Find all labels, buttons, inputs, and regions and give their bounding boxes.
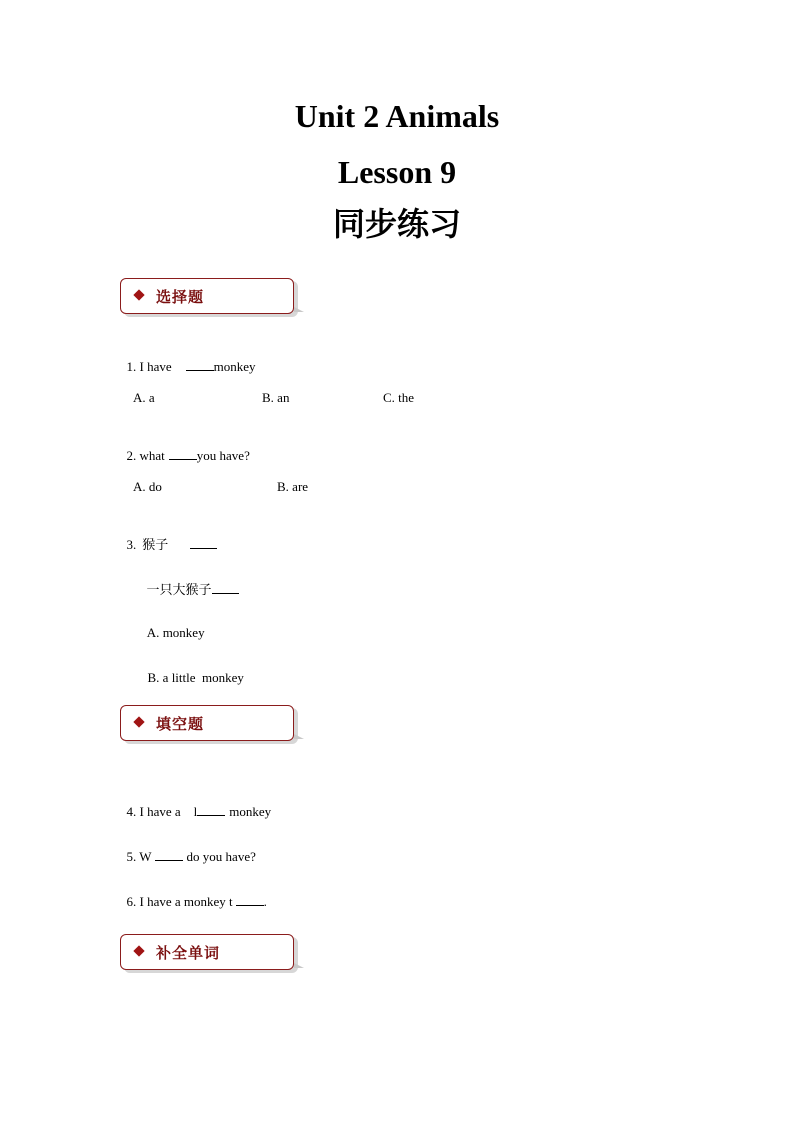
q3-chinese-word: 猴子	[142, 538, 169, 553]
q1-blank	[186, 359, 214, 371]
q3-option-b-text: a little monkey	[162, 670, 244, 685]
section-box	[120, 278, 294, 314]
q1-option-c: C. the	[383, 390, 415, 405]
q2-blank	[169, 448, 197, 460]
q2-text: 2. what	[126, 448, 165, 463]
page-subtitle: 同步练习	[332, 205, 461, 243]
section-header-fill	[120, 705, 306, 745]
question-3	[120, 524, 217, 552]
q1-option-a: A. a	[133, 390, 155, 405]
q3-line-2	[140, 569, 239, 597]
q2-option-a: A. do	[133, 479, 162, 494]
q3-blank-1	[190, 537, 217, 549]
q6-blank	[236, 894, 264, 906]
q3-number: 3.	[126, 537, 137, 552]
q5-text-post: do you have?	[186, 849, 256, 864]
q6-text: 6. I have a monkey t	[126, 894, 233, 909]
q3-option-a-text: monkey	[162, 625, 205, 640]
q2-option-b: B. are	[277, 479, 309, 494]
q4-letter: l	[193, 804, 198, 819]
q5-text: 5. W	[126, 849, 152, 864]
q3-option-b	[141, 658, 244, 684]
q3-blank-2	[212, 582, 239, 594]
section-header-choice	[120, 278, 306, 318]
section-label: 选择题	[156, 288, 205, 306]
section-tail-decoration	[294, 734, 304, 739]
section-header-complete	[120, 934, 306, 974]
q1-text: 1. I have	[126, 359, 172, 374]
q4-text-post: monkey	[229, 804, 272, 819]
page-title: Unit 2 Animals	[294, 98, 500, 134]
lesson-title: Lesson 9	[337, 154, 457, 190]
section-label: 填空题	[156, 715, 205, 733]
section-box	[120, 705, 294, 741]
question-4	[120, 791, 271, 818]
section-label: 补全单词	[156, 944, 221, 962]
q4-blank	[197, 804, 225, 816]
q3-chinese-phrase: 一只大猴子	[146, 583, 212, 598]
q1-option-b: B. an	[262, 390, 290, 405]
q1-text-post: monkey	[213, 359, 256, 374]
q6-text-post: .	[263, 894, 267, 909]
question-5	[120, 836, 256, 863]
q5-blank	[155, 849, 183, 861]
section-tail-decoration	[294, 307, 304, 312]
question-6	[120, 881, 267, 908]
question-1	[120, 346, 256, 373]
q3-option-a	[141, 613, 205, 639]
q2-text-post: you have?	[196, 448, 250, 463]
section-tail-decoration	[294, 963, 304, 968]
q3-option-b-letter: B.	[147, 670, 160, 685]
question-2	[120, 435, 250, 462]
q4-text: 4. I have a	[126, 804, 181, 819]
q3-option-a-letter: A.	[146, 625, 160, 640]
